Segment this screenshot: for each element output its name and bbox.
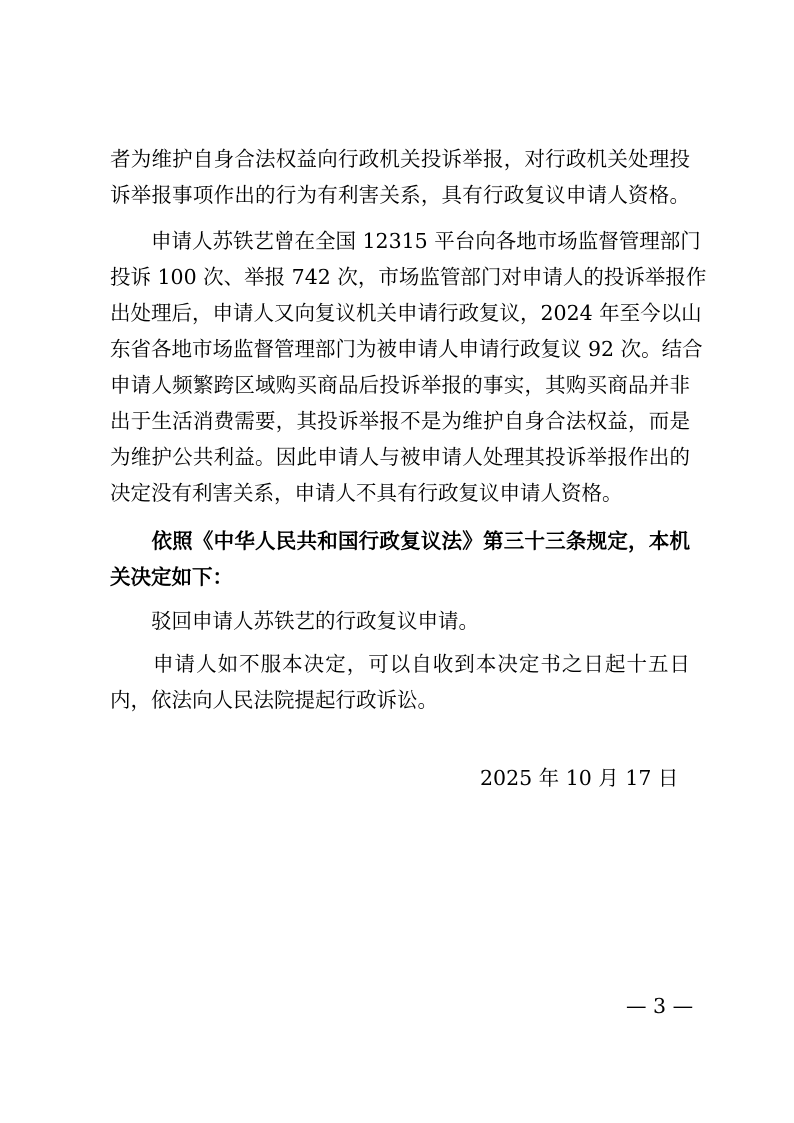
paragraph-2-line-2: 投诉 100 次、举报 742 次，市场监管部门对申请人的投诉举报作 bbox=[110, 265, 707, 289]
paragraph-2-line-6: 出于生活消费需要，其投诉举报不是为维护自身合法权益，而是 bbox=[110, 409, 690, 433]
paragraph-5-line-2: 内，依法向人民法院提起行政诉讼。 bbox=[110, 688, 438, 712]
paragraph-1-line-1: 者为维护自身合法权益向行政机关投诉举报，对行政机关处理投 bbox=[110, 147, 690, 171]
paragraph-2-line-1: 申请人苏铁艺曾在全国 12315 平台向各地市场监督管理部门 bbox=[110, 229, 701, 253]
paragraph-2-line-8: 决定没有利害关系，申请人不具有行政复议申请人资格。 bbox=[110, 481, 623, 505]
page-number: — 3 — bbox=[626, 994, 694, 1018]
paragraph-2-line-5: 申请人频繁跨区域购买商品后投诉举报的事实，其购买商品并非 bbox=[110, 373, 690, 397]
paragraph-3-line-1: 依照《中华人民共和国行政复议法》第三十三条规定，本机 bbox=[110, 529, 690, 553]
paragraph-2-line-7: 为维护公共利益。因此申请人与被申请人处理其投诉举报作出的 bbox=[110, 445, 690, 469]
paragraph-2-line-4: 东省各地市场监督管理部门为被申请人申请行政复议 92 次。结合 bbox=[110, 337, 703, 361]
paragraph-1-line-2: 诉举报事项作出的行为有利害关系，具有行政复议申请人资格。 bbox=[110, 183, 690, 207]
paragraph-5-line-1: 申请人如不服本决定，可以自收到本决定书之日起十五日 bbox=[110, 652, 690, 676]
paragraph-4-line-1: 驳回申请人苏铁艺的行政复议申请。 bbox=[110, 609, 479, 633]
paragraph-2-line-3: 出处理后，申请人又向复议机关申请行政复议，2024 年至今以山 bbox=[110, 301, 702, 325]
paragraph-3-line-2: 关决定如下： bbox=[110, 565, 233, 589]
document-date: 2025 年 10 月 17 日 bbox=[480, 766, 679, 790]
